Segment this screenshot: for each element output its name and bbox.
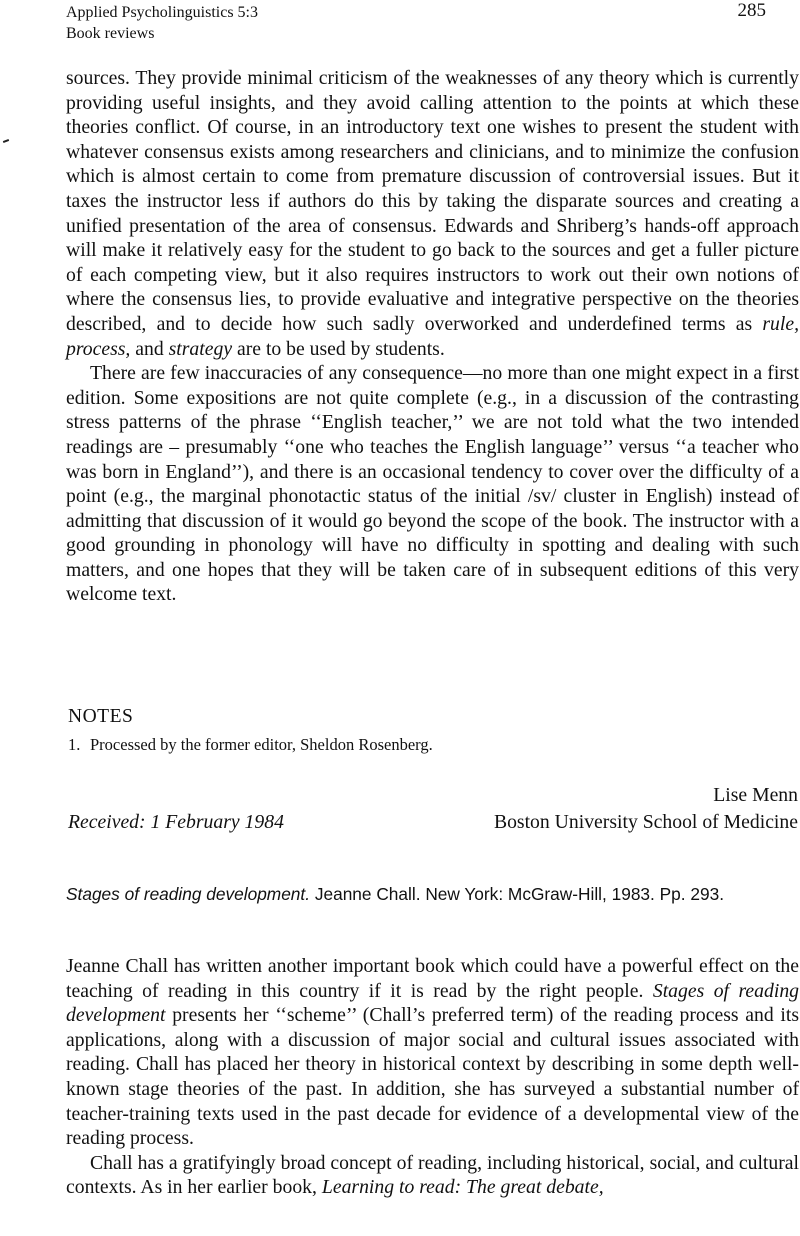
section-name: Book reviews [66,25,155,42]
text-run: Jeanne Chall has written another important book which could have a powerful effect on the teaching of reading in this country if it is read by the right people. [66,955,799,1002]
text-run: There are few inaccuracies of any consequence—no more than one might expect in a first edition. Some expositions are not quite complete (e.g., in a discussion of the contrasting stress patterns of the phrase ‘‘English teacher,’’ we are not told what the two intended readings are – presumably ‘‘one who teaches the English language’’ versus ‘‘a teacher who was born in England’’), and there is an occasional tendency to cover over the difficulty of a point (e.g., the marginal phonotactic status of the initial /sv/ cluster in English) instead of admitting that discussion of it would go beyond the scope of the book. The instructor with a good grounding in phonology will have no difficulty in spotting and dealing with such matters, and one hopes that they will be taken care of in subsequent editions of this very welcome text. [66,362,799,606]
book-citation [66,882,798,906]
note-number: 1. [68,735,81,754]
paragraph [66,954,799,1151]
book-details: Jeanne Chall. New York: McGraw-Hill, 1983. Pp. 293. [310,884,725,904]
received-date: Received: 1 February 1984 [68,811,284,833]
journal-name: Applied Psycholinguistics 5:3 [66,4,258,21]
page-number: 285 [737,0,766,21]
note-text: Processed by the former editor, Sheldon Rosenberg. [90,735,433,754]
italic-text: Learning to read: The great debate, [321,1176,604,1199]
note-item [68,735,798,755]
reviewer-name: Lise Menn [713,784,798,806]
notes-heading: NOTES [68,706,134,727]
margin-mark [3,139,9,143]
running-header [66,0,766,48]
paragraph [66,1151,799,1200]
book-title: Stages of reading development. [66,884,311,904]
reviewer-signature [68,782,798,838]
notes-section [68,705,798,755]
text-run: sources. They provide minimal criticism of the weaknesses of any theory which is currently providing useful insights, and they avoid calling attention to the points at which these theories conflict. Of course, in an introductory text one wishes to present the student with whatever consensus exists among researchers and clinicians, and to minimize the confusion which is almost certain to come from premature discussion of controversial issues. But it taxes the instructor less if authors do this by taking the disparate sources and creating a unified presentation of the area of consensus. Edwards and Shriberg’s hands-off approach will make it relatively easy for the student to go back to the sources and get a fuller picture of each competing view, but it also requires instructors to work out their own notions of where the consensus lies, to provide evaluative and integrative perspective on the theories described, and to decide how such sadly overworked and underdefined terms as [66,67,799,335]
italic-text: rule, process, [66,312,799,360]
paragraph [66,66,799,361]
review-text [66,954,799,1200]
text-run: presents her ‘‘scheme’’ (Chall’s preferred term) of the reading process and its applications, along with a discussion of major social and cultural issues associated with reading. Chall has placed her theory in historical context by describing in some depth well-known stage theories of the past. In addition, she has surveyed a substantial number of teacher-training texts used in the past decade for evidence of a developmental view of the reading process. [66,1004,799,1150]
italic-text: Stages of reading development [66,979,800,1027]
italic-text: strategy [168,337,233,360]
text-run: Chall has a gratifyingly broad concept of reading, including historical, social, and cultural contexts. As in her earlier book, [66,1151,799,1199]
text-run: are to be used by students. [232,337,445,360]
paragraph [66,361,799,607]
review-continued [66,66,799,607]
reviewer-institution: Boston University School of Medicine [493,811,798,833]
text-run: and [130,337,169,360]
